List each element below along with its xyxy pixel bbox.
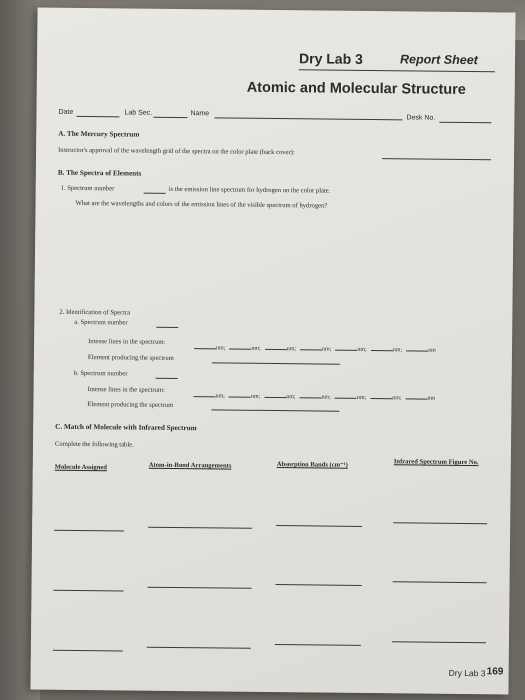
nm-unit: nm; xyxy=(250,393,261,400)
approval-line[interactable] xyxy=(382,158,491,160)
nm-unit: nm; xyxy=(322,346,332,353)
wavelength-blank[interactable] xyxy=(300,342,322,350)
header-rule xyxy=(299,69,495,72)
element-b-label: Element producing the spectrum xyxy=(87,401,174,409)
element-a-line[interactable] xyxy=(212,362,340,364)
section-c-title: C. Match of Molecule with Infrared Spectrum xyxy=(55,422,197,433)
wavelength-row-b xyxy=(193,384,435,405)
wavelength-blank[interactable] xyxy=(229,390,251,398)
b1-suffix: is the emission line spectrum for hydrogen on the color plate. xyxy=(168,185,331,195)
wavelength-blank[interactable] xyxy=(265,342,287,350)
name-label: Name xyxy=(190,110,210,118)
spectrum-a-number-line[interactable] xyxy=(156,327,178,328)
nm-unit: nm; xyxy=(215,345,226,352)
wavelength-blank[interactable] xyxy=(229,342,251,350)
wavelength-row-a xyxy=(194,336,436,357)
wavelength-blank[interactable] xyxy=(194,341,216,349)
nm-unit: nm; xyxy=(392,395,402,402)
table-cell-line[interactable] xyxy=(53,590,123,592)
table-cell-line[interactable] xyxy=(393,581,487,583)
spectrum-number-line[interactable] xyxy=(144,193,166,194)
intense-lines-b-label: Intense lines in the spectrum: xyxy=(87,386,165,394)
nm-unit: nm; xyxy=(392,347,403,354)
hydrogen-question: What are the wavelengths and colors of the emission lines of the visible spectrum of hydrogen? xyxy=(75,199,328,210)
section-c-instruction: Complete the following table. xyxy=(54,440,134,449)
wavelength-blank[interactable] xyxy=(194,389,216,397)
wavelength-blank[interactable] xyxy=(406,391,428,399)
date-label: Date xyxy=(58,108,74,116)
col-ir-figure-no: Infrared Spectrum Figure No. xyxy=(393,458,479,467)
element-a-label: Element producing the spectrum xyxy=(87,354,174,362)
page-number: 169 xyxy=(486,666,504,678)
col-molecule-assigned: Molecule Assigned xyxy=(54,463,108,472)
page-subtitle: Atomic and Molecular Structure xyxy=(246,79,466,99)
intense-lines-a-label: Intense lines in the spectrum: xyxy=(88,338,166,346)
col-atom-in-bond: Atom-in-Bond Arrangements xyxy=(148,461,232,470)
section-a-approval: Instructor's approval of the wavelength grid of the spectra on the color plate (back cover): xyxy=(58,146,295,157)
wavelength-blank[interactable] xyxy=(335,343,357,351)
identification-title: 2. Identification of Spectra xyxy=(59,308,131,317)
nm-unit: nm; xyxy=(215,393,225,400)
desk-no-line[interactable] xyxy=(439,122,491,124)
wavelength-blank[interactable] xyxy=(335,391,357,399)
section-a-title: A. The Mercury Spectrum xyxy=(58,129,140,139)
table-cell-line[interactable] xyxy=(275,644,361,646)
table-cell-line[interactable] xyxy=(54,530,124,532)
table-cell-line[interactable] xyxy=(148,527,252,529)
nm-unit: nm; xyxy=(321,394,331,401)
lab-sec-line[interactable] xyxy=(153,117,187,118)
wavelength-blank[interactable] xyxy=(406,343,428,351)
report-sheet-page xyxy=(30,8,515,695)
date-line[interactable] xyxy=(76,116,119,117)
table-cell-line[interactable] xyxy=(276,584,362,586)
sheet-title: Report Sheet xyxy=(399,52,478,68)
spectrum-b-number-line[interactable] xyxy=(156,378,178,379)
table-cell-line[interactable] xyxy=(147,647,251,649)
spectrum-b-label: b. Spectrum number xyxy=(73,369,128,378)
element-b-line[interactable] xyxy=(211,409,339,411)
nm-unit: nm; xyxy=(286,394,296,401)
table-cell-line[interactable] xyxy=(276,525,362,527)
name-line[interactable] xyxy=(214,117,402,120)
nm-unit: nm; xyxy=(251,345,261,352)
lab-title: Dry Lab 3 xyxy=(298,50,363,67)
col-absorption-bands: Absorption Bands (cm⁻¹) xyxy=(276,461,348,469)
footer-label: Dry Lab 3 xyxy=(448,667,486,679)
lab-sec-label: Lab Sec. xyxy=(124,109,153,117)
nm-unit: nm xyxy=(427,395,436,402)
table-cell-line[interactable] xyxy=(393,522,487,524)
table-cell-line[interactable] xyxy=(392,641,486,643)
wavelength-blank[interactable] xyxy=(264,390,286,398)
wavelength-blank[interactable] xyxy=(300,390,322,398)
desk-no-label: Desk No. xyxy=(406,114,436,122)
nm-unit: nm; xyxy=(356,394,367,401)
table-cell-line[interactable] xyxy=(148,587,252,589)
wavelength-blank[interactable] xyxy=(371,343,393,351)
wavelength-blank[interactable] xyxy=(370,391,392,399)
nm-unit: nm; xyxy=(357,346,367,353)
table-cell-line[interactable] xyxy=(53,650,123,652)
spectrum-a-label: a. Spectrum number xyxy=(74,318,128,327)
nm-unit: nm; xyxy=(286,346,297,353)
section-b-title: B. The Spectra of Elements xyxy=(57,168,142,178)
nm-unit: nm xyxy=(428,347,436,354)
b1-prefix: 1. Spectrum number xyxy=(60,184,115,193)
